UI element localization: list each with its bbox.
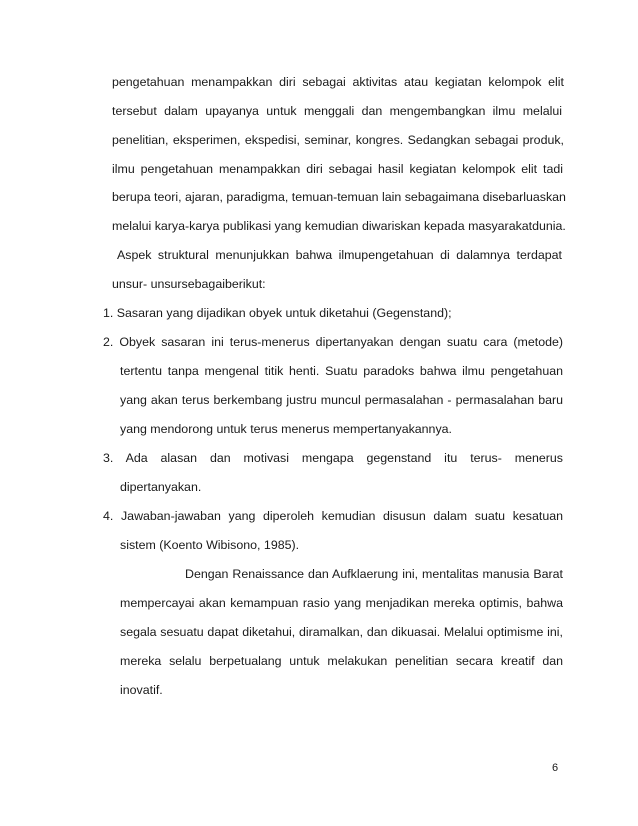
text-line: Dengan Renaissance dan Aufklaerung ini, mentalitas manusia Barat <box>185 567 563 581</box>
text-line: unsur- unsursebagaiberikut: <box>112 277 266 291</box>
list-item: 2. Obyek sasaran ini terus-menerus dipertanyakan dengan suatu cara (metode) <box>103 335 563 349</box>
text-line: tersebut dalam upayanya untuk menggali dan mengembangkan ilmu melalui <box>112 104 562 118</box>
text-line: mereka selalu berpetualang untuk melakukan penelitian secara kreatif dan <box>120 654 563 668</box>
text-line: mempercayai akan kemampuan rasio yang menjadikan mereka optimis, bahwa <box>120 596 563 610</box>
text-line: sistem (Koento Wibisono, 1985). <box>120 538 300 552</box>
text-line: penelitian, eksperimen, ekspedisi, seminar, kongres. Sedangkan sebagai produk, <box>112 133 564 147</box>
text-line: Aspek struktural menunjukkan bahwa ilmupengetahuan di dalamnya terdapat <box>117 248 562 262</box>
text-line: yang akan terus berkembang justru muncul permasalahan - permasalahan baru <box>120 393 563 407</box>
text-line: berupa teori, ajaran, paradigma, temuan-temuan lain sebagaimana disebarluaskan <box>112 190 566 204</box>
list-item: 1. Sasaran yang dijadikan obyek untuk diketahui (Gegenstand); <box>103 306 452 320</box>
text-line: segala sesuatu dapat diketahui, diramalkan, dan dikuasai. Melalui optimisme ini, <box>120 625 563 639</box>
list-item: 4. Jawaban-jawaban yang diperoleh kemudian disusun dalam suatu kesatuan <box>103 509 563 523</box>
text-line: yang mendorong untuk terus menerus mempertanyakannya. <box>120 422 452 436</box>
text-line: inovatif. <box>120 683 163 697</box>
text-line: ilmu pengetahuan menampakkan diri sebagai hasil kegiatan kelompok elit tadi <box>112 162 563 176</box>
text-line: dipertanyakan. <box>120 480 202 494</box>
list-item: 3. Ada alasan dan motivasi mengapa gegenstand itu terus- menerus <box>103 451 563 465</box>
text-line: pengetahuan menampakkan diri sebagai aktivitas atau kegiatan kelompok elit <box>112 75 564 89</box>
page-number: 6 <box>552 762 559 774</box>
text-line: tertentu tanpa mengenal titik henti. Suatu paradoks bahwa ilmu pengetahuan <box>120 364 563 378</box>
text-line: melalui karya-karya publikasi yang kemudian diwariskan kepada masyarakatdunia. <box>112 219 566 233</box>
